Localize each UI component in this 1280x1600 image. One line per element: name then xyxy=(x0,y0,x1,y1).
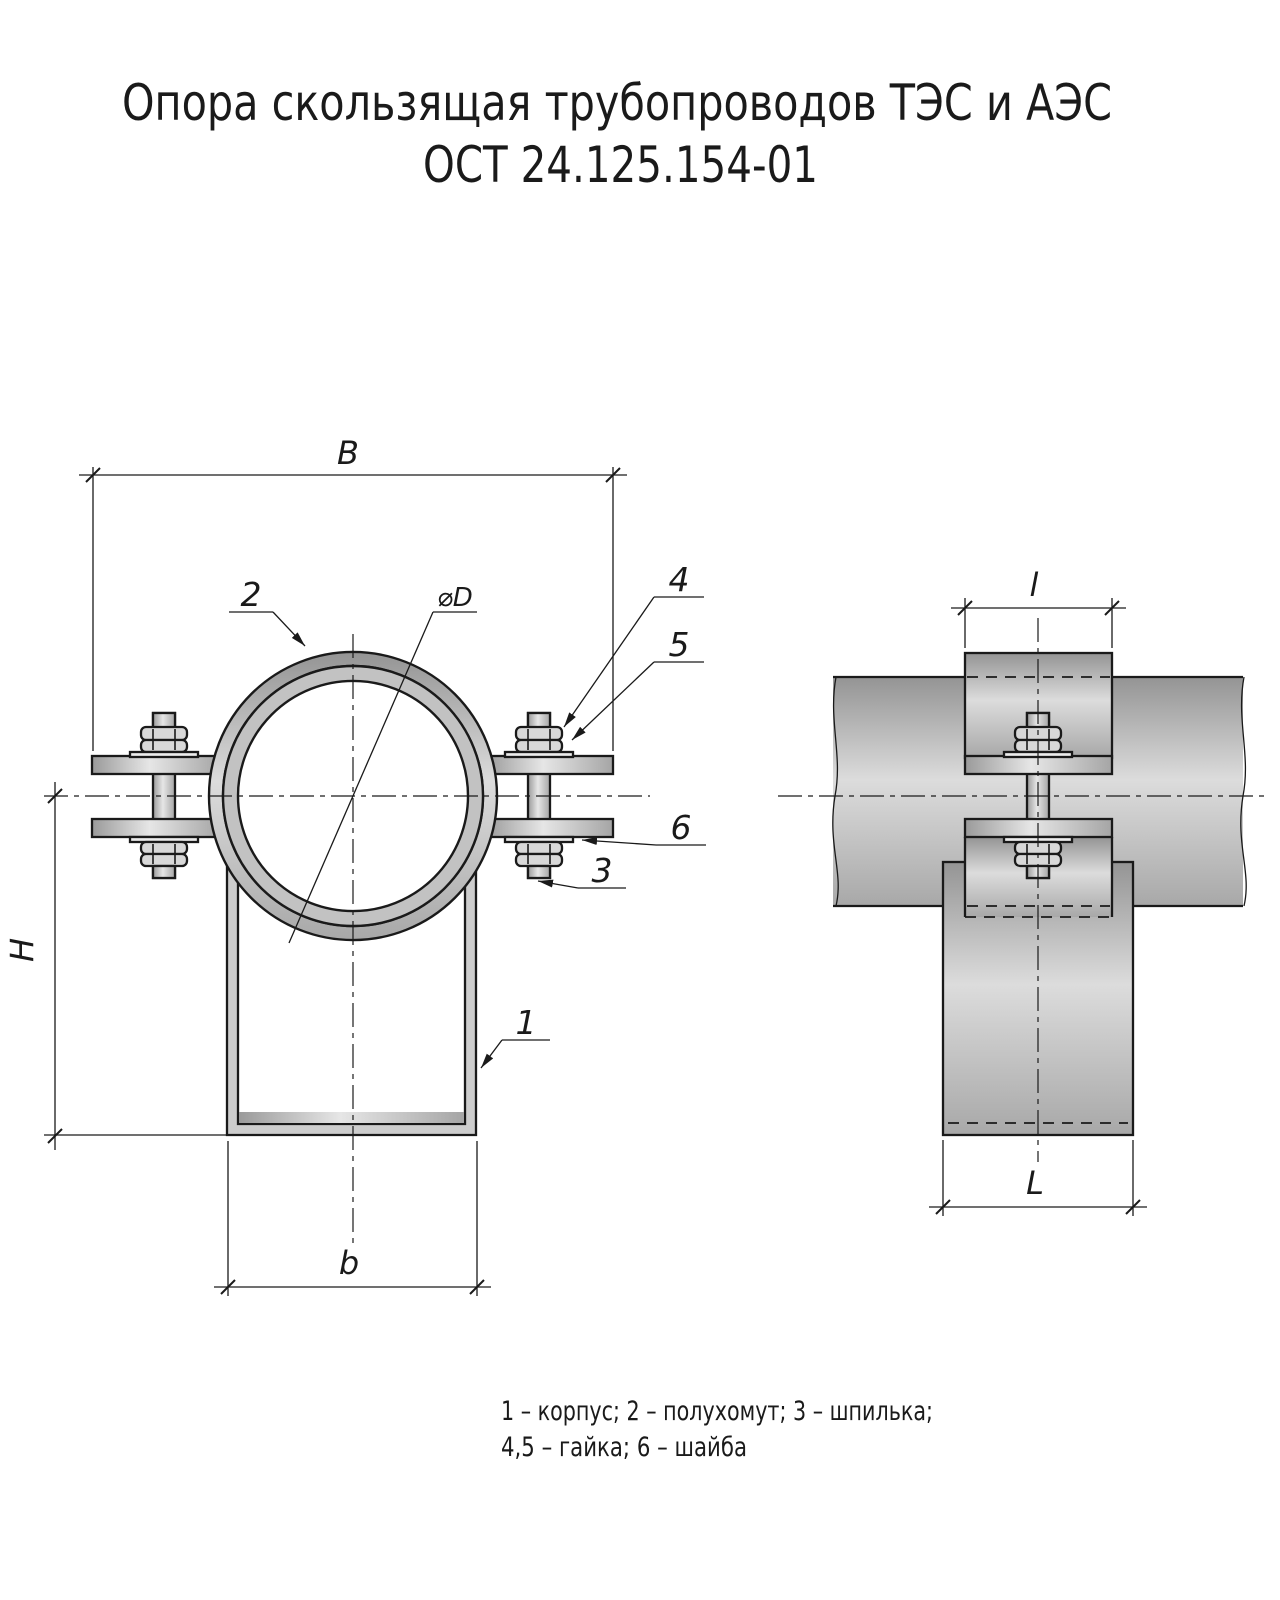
dim-label-pipe-diameter: ⌀D xyxy=(437,583,473,613)
callout-label-1: 1 xyxy=(515,1003,537,1042)
dim-B xyxy=(79,434,627,751)
dim-label-H: H xyxy=(3,937,41,963)
callout-label-6: 6 xyxy=(670,808,692,847)
drawing-standard: ОСТ 24.125.154-01 xyxy=(423,136,818,194)
legend-line-1: 1 – корпус; 2 – полухомут; 3 – шпилька; xyxy=(501,1396,933,1427)
legend-line-2: 4,5 – гайка; 6 – шайба xyxy=(501,1432,747,1463)
callout-label-2: 2 xyxy=(240,575,262,614)
title-block xyxy=(122,74,1112,194)
flange-lower-left xyxy=(92,819,220,837)
nut-stack-top-right xyxy=(505,713,573,757)
dim-label-L: L xyxy=(1026,1164,1044,1202)
callout-label-5: 5 xyxy=(668,625,690,664)
flange-upper-left xyxy=(92,756,220,774)
callout-lower-nut xyxy=(572,625,704,740)
flange-lower-right xyxy=(486,819,613,837)
callout-label-4: 4 xyxy=(668,560,690,599)
legend xyxy=(501,1396,933,1463)
nut-stack-bottom-right xyxy=(505,837,573,878)
nut-stack-bottom-left xyxy=(130,837,198,878)
dim-label-b: b xyxy=(338,1244,360,1282)
callout-body xyxy=(481,1003,550,1068)
side-view xyxy=(778,566,1268,1216)
callout-half-clamp xyxy=(229,575,305,646)
dim-label-l: l xyxy=(1029,566,1039,604)
nut-stack-top-left xyxy=(130,713,198,757)
flange-upper-right xyxy=(486,756,613,774)
front-view xyxy=(3,434,706,1296)
dim-label-B: B xyxy=(337,434,359,472)
callout-label-3: 3 xyxy=(591,851,613,890)
dim-pipe-diameter xyxy=(433,583,477,613)
drawing-title: Опора скользящая трубопроводов ТЭС и АЭС xyxy=(122,74,1112,132)
